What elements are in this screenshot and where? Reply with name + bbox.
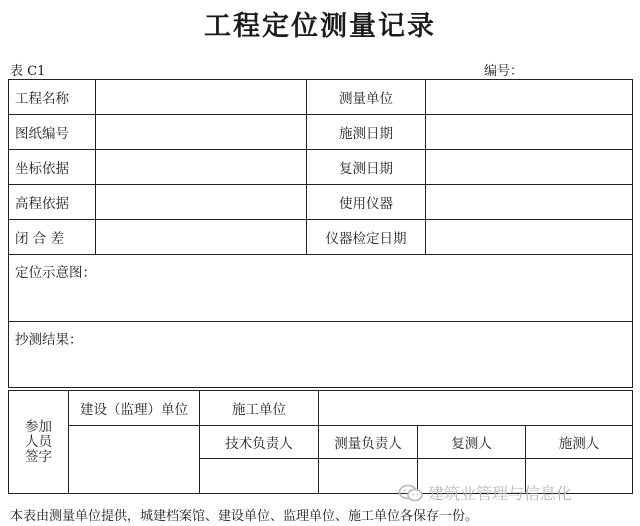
survey-lead-label: 测量负责人 xyxy=(319,426,418,459)
table-row xyxy=(9,426,633,459)
project-name-field[interactable] xyxy=(96,80,307,115)
table-id: 表 C1 xyxy=(10,64,46,79)
drawing-number-field[interactable] xyxy=(96,115,307,150)
table-row xyxy=(9,220,633,255)
coordinate-basis-field[interactable] xyxy=(96,150,307,185)
instrument-label: 使用仪器 xyxy=(307,185,426,220)
wechat-icon xyxy=(398,484,424,502)
footer-note: 本表由测量单位提供，城建档案馆、建设单位、监理单位、施工单位各保存一份。 xyxy=(10,509,479,524)
watermark-text: 建筑业管理与信息化 xyxy=(428,484,573,503)
recheck-date-field[interactable] xyxy=(426,150,633,185)
table-row xyxy=(9,185,633,220)
contractor-blank xyxy=(319,391,633,426)
number-label: 编号： xyxy=(484,64,524,79)
surveyor-label: 施测人 xyxy=(526,426,633,459)
survey-results-area[interactable] xyxy=(9,322,633,388)
watermark xyxy=(398,481,572,504)
table-row xyxy=(9,255,633,322)
table-row xyxy=(9,391,633,426)
closure-error-field[interactable] xyxy=(96,220,307,255)
tech-lead-signature[interactable] xyxy=(200,459,319,494)
instrument-field[interactable] xyxy=(426,185,633,220)
table-row xyxy=(9,150,633,185)
construction-supervision-signature[interactable] xyxy=(69,426,200,494)
calibration-date-label: 仪器检定日期 xyxy=(307,220,426,255)
project-name-label: 工程名称 xyxy=(9,80,96,115)
table-row xyxy=(9,115,633,150)
record-table xyxy=(8,79,633,388)
signature-label: 参加 人员 签字 xyxy=(25,418,52,465)
location-sketch-label: 定位示意图： xyxy=(15,265,96,281)
recheck-date-label: 复测日期 xyxy=(307,150,426,185)
survey-unit-label: 测量单位 xyxy=(307,80,426,115)
signature-label-cell xyxy=(9,391,69,494)
tech-lead-label: 技术负责人 xyxy=(200,426,319,459)
elevation-basis-field[interactable] xyxy=(96,185,307,220)
signature-table xyxy=(8,390,633,494)
contractor-label: 施工单位 xyxy=(200,391,319,426)
closure-error-label: 闭 合 差 xyxy=(9,220,96,255)
coordinate-basis-label: 坐标依据 xyxy=(9,150,96,185)
drawing-number-label: 图纸编号 xyxy=(9,115,96,150)
location-sketch-area[interactable] xyxy=(9,255,633,322)
calibration-date-field[interactable] xyxy=(426,220,633,255)
survey-results-label: 抄测结果： xyxy=(15,332,83,348)
survey-unit-field[interactable] xyxy=(426,80,633,115)
document-title: 工程定位测量记录 xyxy=(204,11,436,42)
survey-date-label: 施测日期 xyxy=(307,115,426,150)
table-row xyxy=(9,80,633,115)
elevation-basis-label: 高程依据 xyxy=(9,185,96,220)
rechecker-label: 复测人 xyxy=(418,426,526,459)
construction-supervision-label: 建设（监理）单位 xyxy=(69,391,200,426)
table-row xyxy=(9,322,633,388)
survey-date-field[interactable] xyxy=(426,115,633,150)
